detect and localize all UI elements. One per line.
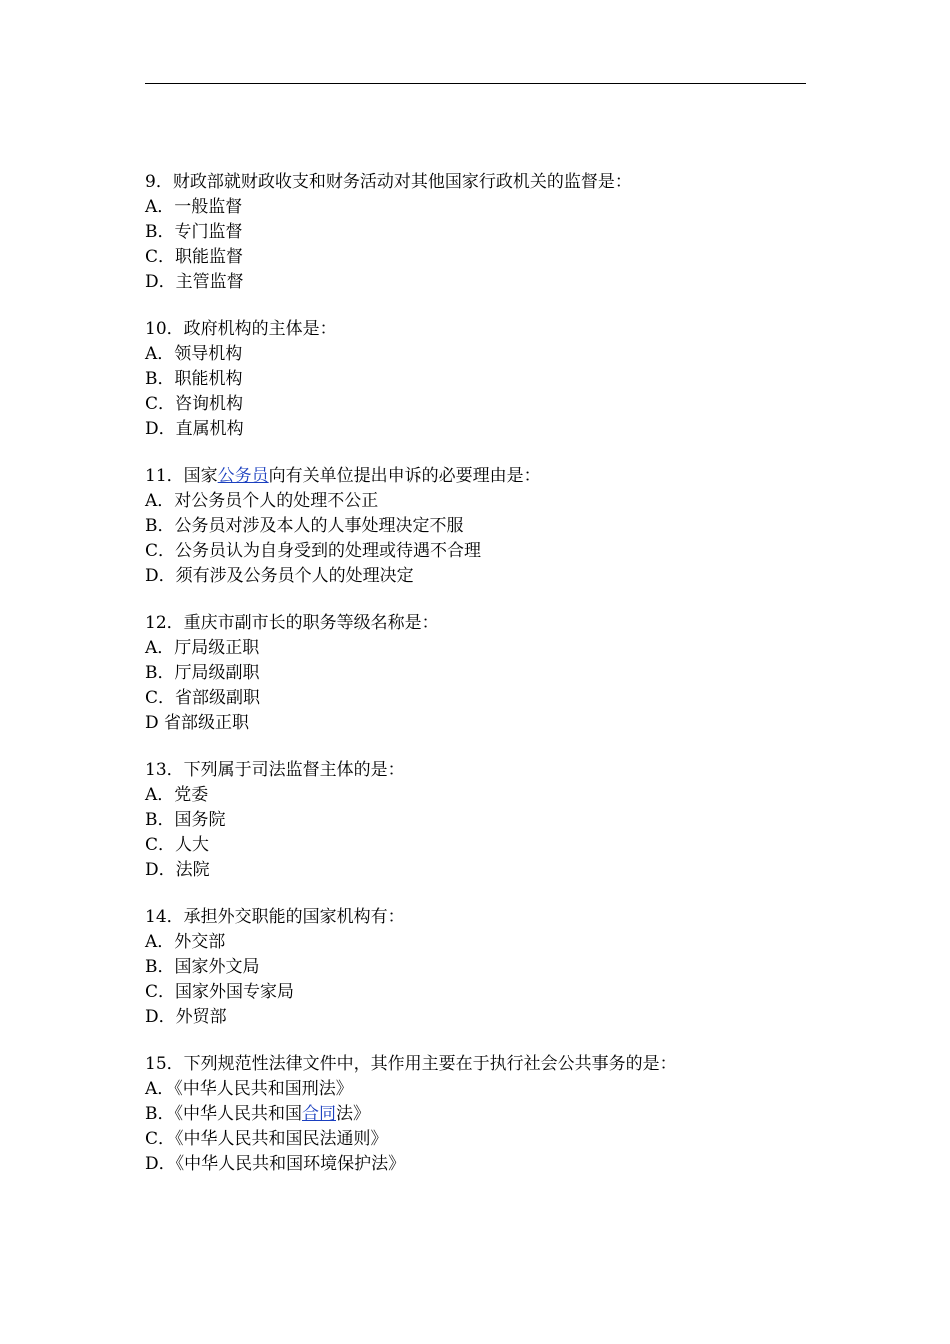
text-segment: D 省部级正职 [145,713,250,733]
question-stem [145,317,806,342]
option-a [145,930,806,955]
text-segment: B．《中华人民共和国 [145,1104,302,1124]
option-b [145,514,806,539]
option-a [145,783,806,808]
text-segment: C．《中华人民共和国民法通则》 [145,1129,388,1149]
text-segment: 14．承担外交职能的国家机构有： [145,907,405,927]
text-segment: B．厅局级副职 [145,663,260,683]
text-segment: B．职能机构 [145,369,243,389]
text-segment: D．法院 [145,860,210,880]
option-b [145,1102,806,1127]
text-segment: B．国家外文局 [145,957,260,977]
text-segment: 9．财政部就财政收支和财务活动对其他国家行政机关的监督是： [145,172,632,192]
option-b [145,367,806,392]
question-stem [145,1052,806,1077]
option-c [145,980,806,1005]
text-segment: 法》 [336,1104,370,1124]
option-c [145,539,806,564]
option-b [145,808,806,833]
option-c [145,245,806,270]
text-segment: D．须有涉及公务员个人的处理决定 [145,566,414,586]
question-stem [145,464,806,489]
option-c [145,392,806,417]
option-c [145,686,806,711]
text-segment: 11．国家 [145,466,218,486]
text-segment: B．专门监督 [145,222,243,242]
text-segment: C．人大 [145,835,210,855]
text-segment: A．一般监督 [145,197,243,217]
question-stem [145,170,806,195]
option-d [145,1152,806,1177]
question-block [145,317,806,442]
text-segment: D．主管监督 [145,272,244,292]
option-b [145,220,806,245]
question-stem [145,758,806,783]
text-segment: B．国务院 [145,810,226,830]
option-d [145,564,806,589]
option-b [145,661,806,686]
header-rule [145,83,806,84]
text-segment: C．公务员认为自身受到的处理或待遇不合理 [145,541,482,561]
text-segment: C．省部级副职 [145,688,261,708]
question-block [145,170,806,295]
text-segment: A．领导机构 [145,344,243,364]
text-segment: D．《中华人民共和国环境保护法》 [145,1154,406,1174]
question-block [145,611,806,736]
text-segment: A．党委 [145,785,209,805]
option-a [145,636,806,661]
text-segment: A．厅局级正职 [145,638,260,658]
option-a [145,342,806,367]
text-segment: A．对公务员个人的处理不公正 [145,491,379,511]
option-a [145,195,806,220]
option-d [145,711,806,736]
question-stem [145,611,806,636]
hyperlink[interactable]: 合同 [302,1104,336,1124]
question-block [145,1052,806,1177]
question-block [145,758,806,883]
text-segment: C．国家外国专家局 [145,982,295,1002]
option-d [145,417,806,442]
question-stem [145,905,806,930]
option-d [145,270,806,295]
text-segment: D．直属机构 [145,419,244,439]
text-segment: 12．重庆市副市长的职务等级名称是： [145,613,439,633]
text-segment: 13．下列属于司法监督主体的是： [145,760,405,780]
option-d [145,1005,806,1030]
text-segment: B．公务员对涉及本人的人事处理决定不服 [145,516,464,536]
question-block [145,905,806,1030]
text-segment: A．《中华人民共和国刑法》 [145,1079,353,1099]
option-d [145,858,806,883]
option-b [145,955,806,980]
question-block [145,464,806,589]
text-segment: C．咨询机构 [145,394,244,414]
option-a [145,1077,806,1102]
text-segment: A．外交部 [145,932,226,952]
option-c [145,1127,806,1152]
text-segment: C．职能监督 [145,247,244,267]
text-segment: 10．政府机构的主体是： [145,319,337,339]
hyperlink[interactable]: 公务员 [217,466,269,486]
question-list [145,170,806,1199]
option-a [145,489,806,514]
text-segment: 15．下列规范性法律文件中，其作用主要在于执行社会公共事务的是： [145,1054,677,1074]
text-segment: D．外贸部 [145,1007,227,1027]
text-segment: 向有关单位提出申诉的必要理由是： [268,466,541,486]
option-c [145,833,806,858]
